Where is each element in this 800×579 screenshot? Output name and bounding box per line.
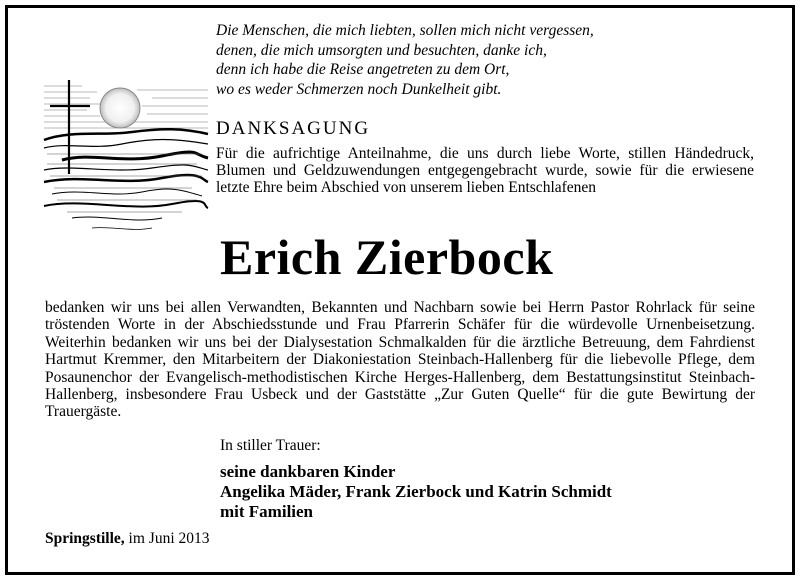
footer-date: im Juni 2013 (128, 530, 210, 547)
signer-line: seine dankbaren Kinder (220, 462, 396, 481)
body-text: bedanken wir uns bei allen Verwandten, Bekannten und Nachbarn sowie bei Herrn Pastor Rohrlack für seine tröstenden Worte in der Abschiedsstunde und Frau Pfarrerin Schäfer für die würdevolle Urnenbeisetzung. Weiterhin bedanken wir uns bei der Dialysestation Schmalkalden für die ärztliche Betreuung, dem Fahrdienst Hartmut Kremmer, den Mitarbeitern der Diakoniestation Steinbach-Hallenberg für die liebevolle Pflege, dem Posaunenchor der Evangelisch-methodistischen Kirche Herges-Hallenberg, dem Bestattungsinstitut Steinbach-Hallenberg, insbesondere Frau Usbeck und der Gaststätte „Zur Guten Quelle“ für die gute Bewirtung der Trauergäste. (45, 299, 755, 421)
cross-landscape-icon (42, 78, 210, 240)
poem-line: denn ich habe die Reise angetreten zu dem Ort, (216, 61, 510, 78)
footer (45, 530, 210, 548)
cross (50, 80, 90, 174)
intro-text: Für die aufrichtige Anteilnahme, die uns durch liebe Worte, stillen Händedruck, Blumen und Geldzuwendungen entgegengebracht wurde, sowie für die erwiesene letzte Ehre beim Abschied von unserem lieben Entschlafenen (216, 145, 754, 196)
poem-line: Die Menschen, die mich liebten, sollen mich nicht vergessen, (216, 22, 594, 39)
signer-line: mit Familien (220, 502, 314, 521)
signer-line: Angelika Mäder, Frank Zierbock und Katrin Schmidt (220, 482, 612, 501)
deceased-name: Erich Zierbock (220, 229, 554, 285)
footer-place: Springstille, (45, 530, 125, 547)
signers (220, 462, 612, 522)
sun (100, 88, 140, 128)
heading: DANKSAGUNG (216, 118, 371, 139)
poem-line: denen, die mich umsorgten und besuchten, danke ich, (216, 41, 547, 59)
poem (216, 21, 594, 99)
poem-line: wo es weder Schmerzen noch Dunkelheit gibt. (216, 80, 502, 98)
mourning-label: In stiller Trauer: (220, 437, 321, 454)
